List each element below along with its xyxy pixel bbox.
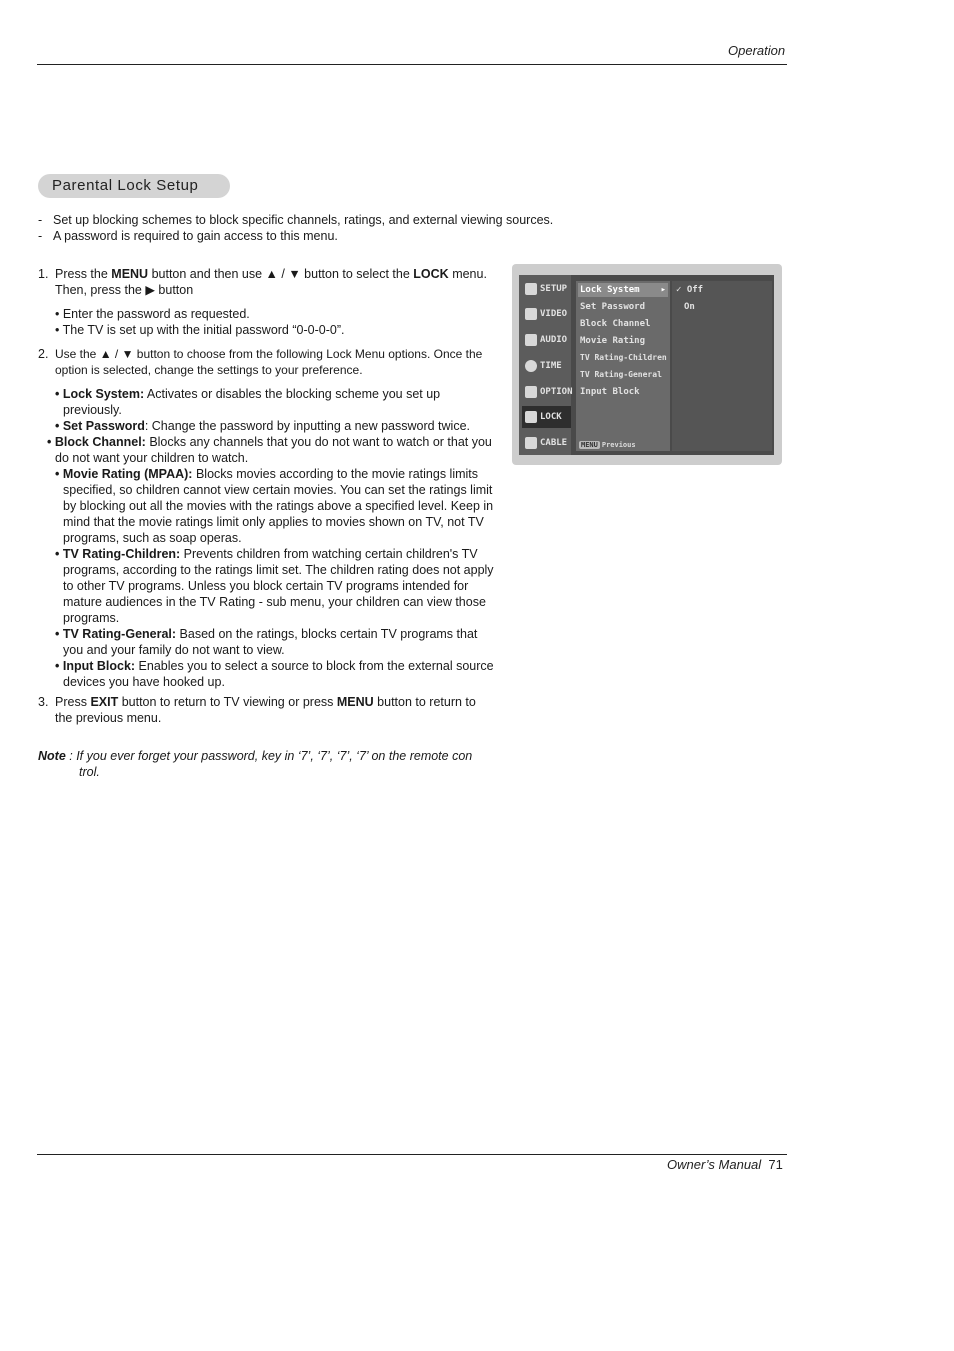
lock-icon xyxy=(525,411,537,423)
step-1-bullet: • Enter the password as requested. xyxy=(55,307,250,321)
osd-tab-option: OPTION xyxy=(522,381,571,403)
section-title: Parental Lock Setup xyxy=(38,174,230,198)
setup-icon xyxy=(525,283,537,295)
instructions xyxy=(38,266,496,780)
step-1-bullet: • The TV is set up with the initial password “0-0-0-0”. xyxy=(55,323,345,337)
intro-item: - Set up blocking schemes to block specific channels, ratings, and external viewing sources. xyxy=(38,213,554,227)
osd-tab-cable: CABLE xyxy=(522,432,571,454)
osd-option-list xyxy=(672,281,772,451)
osd-tab-lock: LOCK xyxy=(522,406,571,428)
osd-option-on: On xyxy=(684,302,695,312)
osd-menu-item: Set Password xyxy=(580,302,646,312)
audio-icon xyxy=(525,334,537,346)
lock-option-item: • TV Rating-General: Based on the ratings, blocks certain TV programs that you and your family do not want to view. xyxy=(55,627,478,657)
lock-option-item: • Set Password: Change the password by inputting a new password twice. xyxy=(55,419,471,433)
lock-option-item: • Input Block: Enables you to select a source to block from the external source devices you have hooked up. xyxy=(55,659,494,689)
page-number: 71 xyxy=(768,1157,783,1172)
step-3: 3. Press EXIT button to return to TV viewing or press MENU button to return to the previous menu. xyxy=(38,695,476,725)
lock-option-item: • Block Channel: Blocks any channels that you do not want to watch or that you do not want your children to watch. xyxy=(47,435,492,465)
chevron-right-icon: ▸ xyxy=(660,285,666,295)
running-footer: Owner’s Manual 71 xyxy=(667,1157,783,1172)
osd-menu-list xyxy=(576,281,670,451)
osd-menu-item: Movie Rating xyxy=(580,336,646,346)
running-header: Operation xyxy=(728,43,786,58)
video-icon xyxy=(525,308,537,320)
osd-menu-item: Input Block xyxy=(580,387,640,397)
osd-option-off: ✓ Off xyxy=(676,285,704,295)
osd-tab-time: TIME xyxy=(522,355,571,377)
lock-option-item: • Movie Rating (MPAA): Blocks movies according to the movie ratings limits specified, so children cannot view certain movies. You can set the ratings limit by blocking out all the movies with the ratings above a specified level. Keep in mind that the movie ratings limit only applies to movies shown on TV, not TV programs, such as soap operas. xyxy=(55,467,494,545)
menu-key-icon: MENU xyxy=(581,441,598,449)
lock-option-item: • Lock System: Activates or disables the blocking scheme you set up previously. xyxy=(55,387,441,417)
osd-tab-column xyxy=(519,275,571,455)
header-rule xyxy=(37,64,787,65)
osd-menu-item: TV Rating-General xyxy=(580,370,662,379)
osd-footer: MENU Previous xyxy=(581,441,636,449)
time-icon xyxy=(525,360,537,372)
osd-menu-item: Lock System ▸ xyxy=(580,285,666,295)
cable-icon xyxy=(525,437,537,449)
step-1: 1. Press the MENU button and then use ▲ / ▼ button to select the LOCK menu. Then, press the ▶ button xyxy=(38,267,487,297)
intro-list xyxy=(38,212,553,244)
option-icon xyxy=(525,386,537,398)
note: Note : If you ever forget your password, key in ‘7’, ‘7’, ‘7’, ‘7’ on the remote con trol. xyxy=(38,749,473,779)
lock-option-item: • TV Rating-Children: Prevents children from watching certain children's TV programs, according to the ratings limit set. The children rating does not apply to other TV programs. Unless you block certain TV programs intended for mature audiences in the TV Rating - sub menu, your children can view those programs. xyxy=(55,547,494,625)
osd-tab-setup: SETUP xyxy=(522,278,571,300)
osd-tab-video: VIDEO xyxy=(522,303,571,325)
osd-tab-audio: AUDIO xyxy=(522,329,571,351)
osd-lock-menu xyxy=(519,275,774,455)
step-2: 2. Use the ▲ / ▼ button to choose from the following Lock Menu options. Once the option is selected, change the settings to your preference. xyxy=(38,347,483,377)
intro-item: - A password is required to gain access to this menu. xyxy=(38,229,338,243)
osd-menu-item: Block Channel xyxy=(580,319,651,329)
osd-menu-item: TV Rating-Children xyxy=(580,353,667,362)
footer-rule xyxy=(37,1154,787,1155)
